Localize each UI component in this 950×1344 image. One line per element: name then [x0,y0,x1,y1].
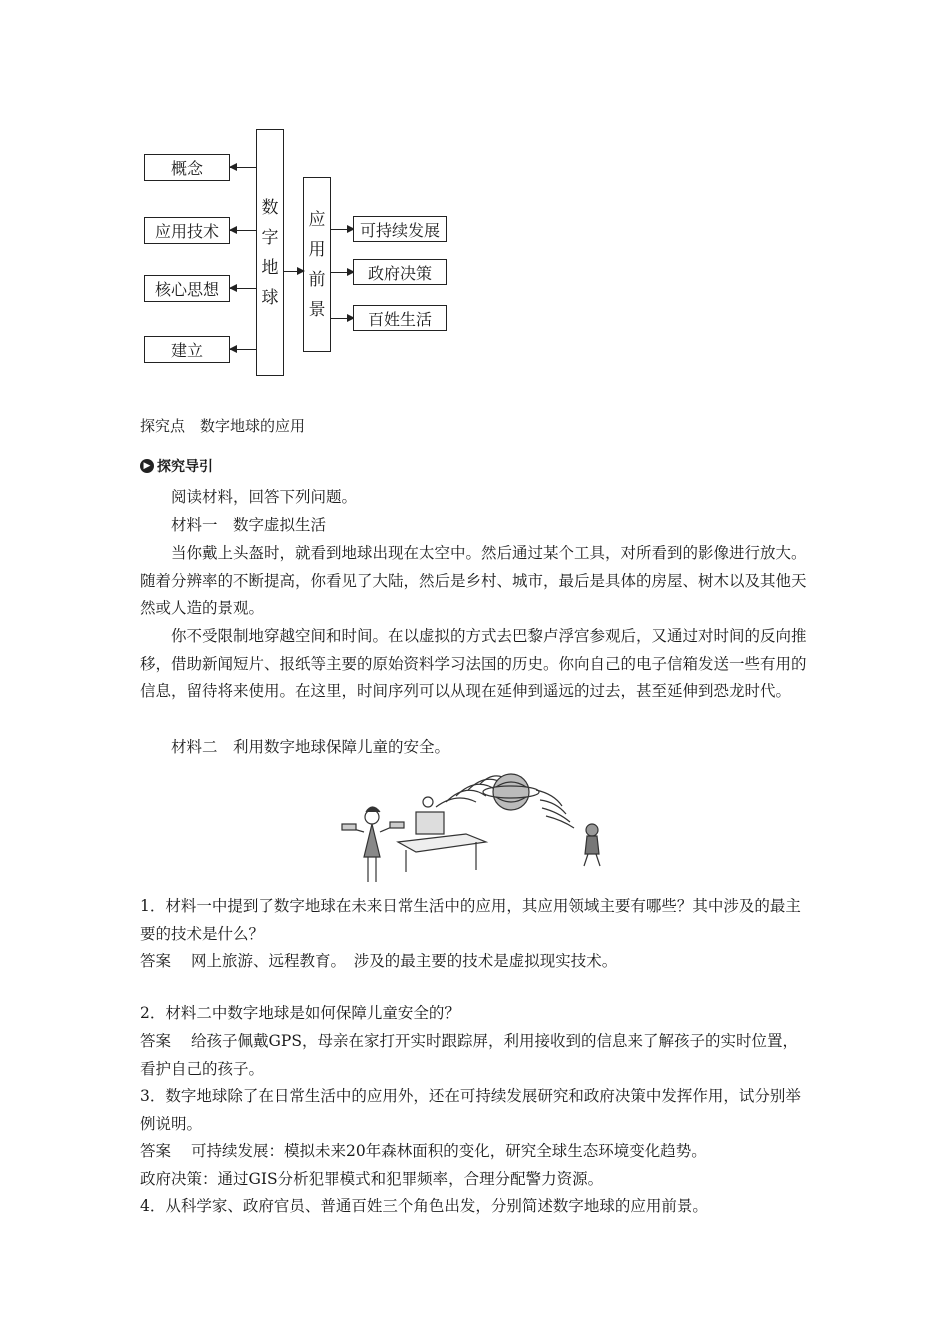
question-1: 1．材料一中提到了数字地球在未来日常生活中的应用，其应用领域主要有哪些？其中涉及的最主要的技术是什么？ [140,897,801,943]
diagram-left-item: 应用技术 [144,217,230,244]
arrow-left [230,230,257,231]
diagram-right-item: 政府决策 [353,259,447,285]
guide-heading-label: 探究导引 [157,459,213,475]
play-icon: ▶ [140,459,154,473]
answer-text: 网上旅游、远程教育。 涉及的最主要的技术是虚拟现实技术。 [191,952,618,970]
guide-heading [140,456,213,476]
answer-text: 给孩子佩戴GPS，母亲在家打开实时跟踪屏，利用接收到的信息来了解孩子的实时位置，看护自己的孩子。 [140,1032,798,1078]
diagram-right-item: 百姓生活 [353,305,447,331]
section-title: 探究点 数字地球的应用 [140,417,306,435]
answer-2 [140,1028,812,1083]
diagram-left-item: 建立 [144,336,230,363]
question-4: 4．从科学家、政府官员、普通百姓三个角色出发，分别简述数字地球的应用前景。 [140,1197,708,1215]
diagram-center-box [256,129,284,376]
arrow-right [331,318,354,319]
arrow-left [230,349,257,350]
answer-label: 答案 [140,952,172,970]
answer-1 [140,948,812,976]
diagram-middle-label: 应用前景 [308,209,326,320]
material2-title: 材料二 利用数字地球保障儿童的安全。 [171,738,451,756]
answer-text: 可持续发展：模拟未来20年森林面积的变化，研究全球生态环境变化趋势。 [191,1142,707,1160]
arrow-right [284,271,304,272]
answer-3 [140,1138,812,1166]
arrow-left [230,288,257,289]
intro-text: 阅读材料，回答下列问题。 [171,488,358,506]
diagram-left-item: 核心思想 [144,275,230,302]
child-safety-illustration [336,762,626,892]
arrow-right [331,272,354,273]
diagram-center-label: 数字地球 [261,197,279,308]
material1-paragraph: 你不受限制地穿越空间和时间。在以虚拟的方式去巴黎卢浮宫参观后，又通过对时间的反向推移，借助新闻短片、报纸等主要的原始资料学习法国的历史。你向自己的电子信箱发送一些有用的信息，留待将来使用。在这里，时间序列可以从现在延伸到遥远的过去，甚至延伸到恐龙时代。 [140,627,807,700]
diagram-middle-box [303,177,331,352]
diagram-right-item: 可持续发展 [353,216,447,242]
question-2: 2．材料二中数字地球是如何保障儿童安全的？ [140,1004,460,1022]
answer-label: 答案 [140,1142,172,1160]
material1-title: 材料一 数字虚拟生活 [171,516,327,534]
question-3: 3．数字地球除了在日常生活中的应用外，还在可持续发展研究和政府决策中发挥作用，试分别举例说明。 [140,1087,801,1133]
material1-paragraph: 当你戴上头盔时，就看到地球出现在太空中。然后通过某个工具，对所看到的影像进行放大。随着分辨率的不断提高，你看见了大陆，然后是乡村、城市，最后是具体的房屋、树木以及其他天然或人造的景观。 [140,544,807,617]
answer-label: 答案 [140,1032,172,1050]
arrow-left [230,167,257,168]
diagram-left-item: 概念 [144,154,230,181]
answer-3-continued: 政府决策：通过GIS分析犯罪模式和犯罪频率，合理分配警力资源。 [140,1170,604,1188]
arrow-right [331,229,354,230]
